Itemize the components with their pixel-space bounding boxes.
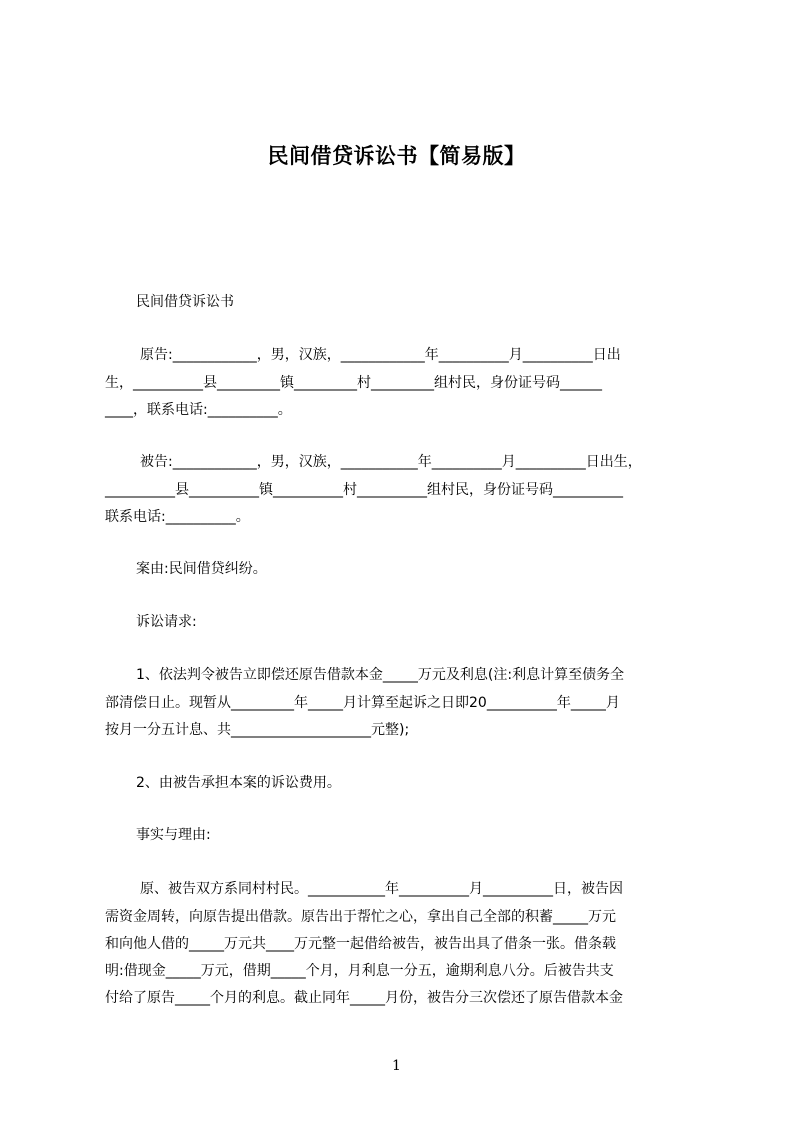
claim-1-line-2: 部清偿日止。现暂从_________年_____月计算至起诉之日即20__________年_____月	[105, 695, 620, 711]
defendant-line-3: 联系电话:__________。	[105, 509, 250, 525]
claim-1-line-3: 按月一分五计息、共____________________元整);	[105, 722, 410, 738]
section-heading: 民间借贷诉讼书	[136, 294, 234, 310]
facts-line-2: 需资金周转，向原告提出借款。原告出于帮忙之心，拿出自己全部的积蓄_____万元	[105, 909, 616, 925]
defendant-line-1: 被告:____________，男，汉族，___________年__________月__________日出生，	[140, 454, 642, 470]
claims-heading: 诉讼请求:	[136, 614, 197, 630]
facts-line-3: 和向他人借的_____万元共____万元整一起借给被告，被告出具了借条一张。借条载	[105, 936, 616, 952]
document-title: 民间借贷诉讼书【简易版】	[267, 144, 526, 168]
plaintiff-line-1: 原告:____________，男，汉族，____________年__________月__________日出	[140, 347, 621, 363]
case-cause: 案由:民间借贷纠纷。	[136, 561, 267, 577]
defendant-line-2: __________县__________镇__________村__________组村民，身份证号码__________	[105, 482, 623, 498]
claim-2: 2、由被告承担本案的诉讼费用。	[136, 775, 341, 791]
claim-1-line-1: 1、依法判令被告立即偿还原告借款本金_____万元及利息(注:利息计算至债务全	[136, 667, 625, 683]
plaintiff-line-2: 生，__________县_________镇_________村_________组村民，身份证号码______	[105, 375, 602, 391]
facts-line-4: 明:借现金_____万元，借期_____个月，月利息一分五，逾期利息八分。后被告共支	[105, 963, 614, 979]
facts-line-1: 原、被告双方系同村村民。___________年__________月__________日，被告因	[140, 881, 623, 897]
plaintiff-line-3: ____，联系电话:__________。	[105, 402, 292, 418]
page-number: 1	[392, 1058, 401, 1074]
facts-line-5: 付给了原告_____个月的利息。截止同年_____月份，被告分三次偿还了原告借款本金	[105, 990, 623, 1006]
facts-heading: 事实与理由:	[136, 827, 211, 843]
